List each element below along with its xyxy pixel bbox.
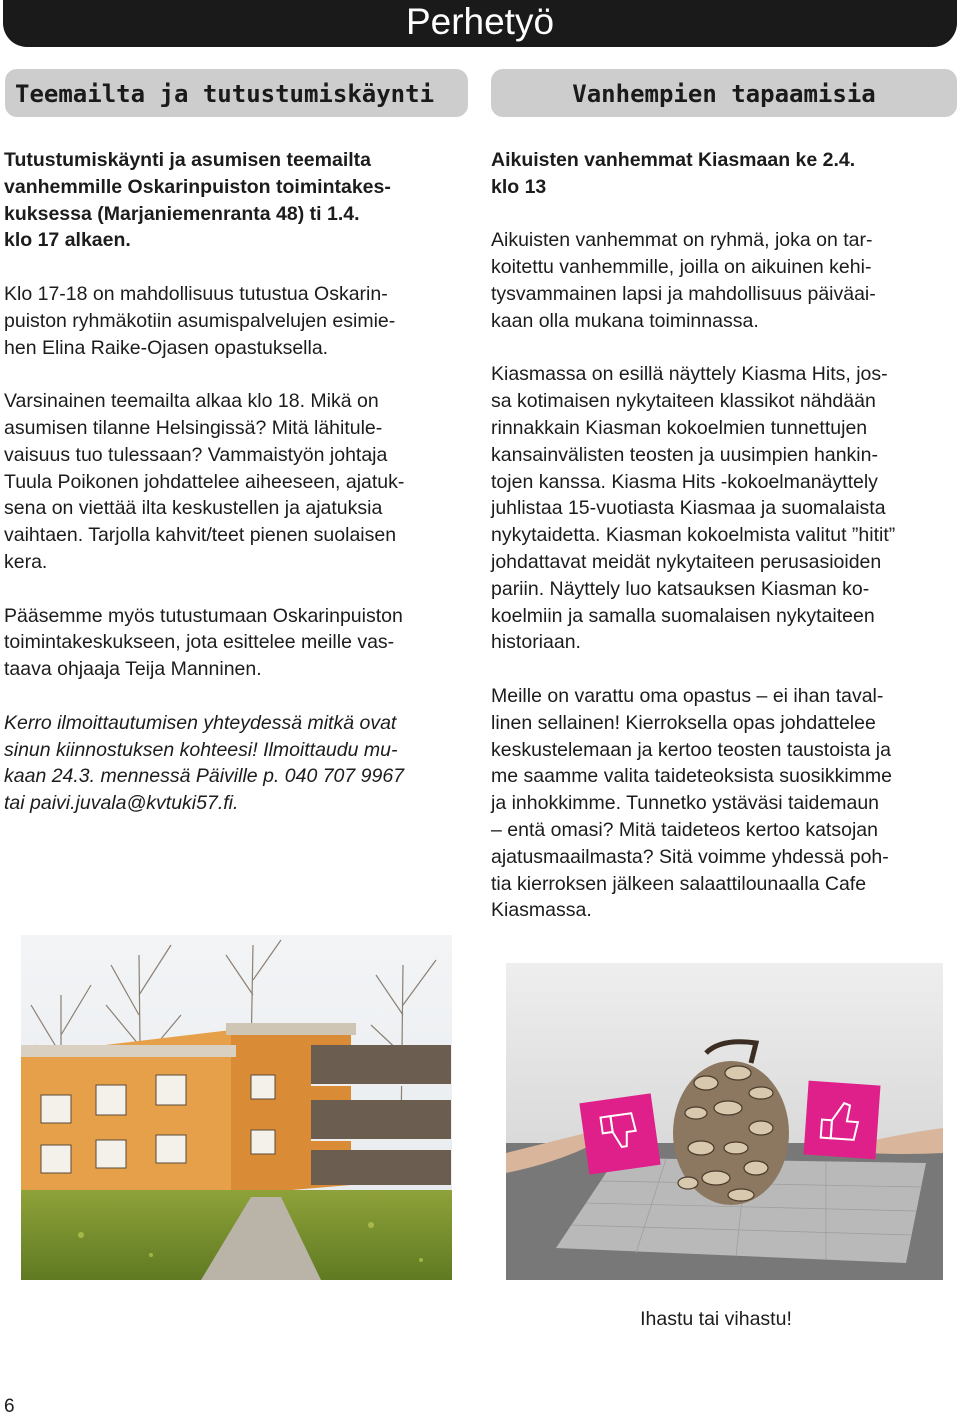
text-line: kaan 24.3. mennessä Päiville p. 040 707 9967: [4, 765, 405, 788]
text-line: Aikuisten vanhemmat on ryhmä, joka on tar-: [491, 229, 873, 252]
text-line: linen sellainen! Kierroksella opas johdattelee: [491, 711, 876, 734]
thumb-down-card: [579, 1093, 660, 1174]
right-lead: [491, 147, 957, 201]
text-line: vaisuus tuo tulessaan? Vammaistyön johtaja: [4, 443, 388, 466]
text-line: kera.: [4, 550, 48, 573]
left-paragraph-2: [4, 388, 466, 576]
left-lead: [4, 147, 466, 254]
text-line: pariin. Näyttely luo katsauksen Kiasman ko-: [491, 577, 870, 600]
left-paragraph-3: [4, 603, 466, 683]
left-column: [4, 147, 466, 844]
text-line: juhlistaa 15-vuotiasta Kiasmaa ja suomalaista: [491, 497, 886, 520]
text-line: nykytaidetta. Kiasman kokoelmista valitut ”hitit”: [491, 524, 896, 547]
text-line: Kiasmassa on esillä näyttely Kiasma Hits, jos-: [491, 363, 888, 386]
text-line: historiaan.: [491, 631, 581, 654]
text-line: Tutustumiskäynti ja asumisen teemailta: [4, 149, 372, 171]
text-line: toimintakeskukseen, jota esittelee meille vas-: [4, 631, 395, 654]
text-line: Tuula Poikonen johdattelee aiheeseen, ajatuk-: [4, 470, 405, 493]
text-line: tojen kanssa. Kiasma Hits -kokoelmanäyttely: [491, 470, 878, 493]
text-line: asumisen tilanne Helsingissä? Mitä lähitule-: [4, 416, 383, 439]
thumb-up-card: [804, 1081, 881, 1160]
right-paragraph-2: [491, 361, 957, 656]
text-line: koelmiin ja samalla suomalaisen nykytaiteen: [491, 604, 875, 627]
registration-note: [4, 710, 466, 817]
text-line: Klo 17-18 on mahdollisuus tutustua Oskarin-: [4, 282, 388, 305]
text-line: – entä omasi? Mitä taideteos kertoo katsojan: [491, 818, 878, 841]
text-line: sa kotimaisen nykytaiteen klassikot nähdään: [491, 390, 876, 413]
text-line: Kerro ilmoittautumisen yhteydessä mitkä ovat: [4, 711, 397, 734]
text-line: Varsinainen teemailta alkaa klo 18. Mikä on: [4, 390, 379, 413]
section-title: Perhetyö: [405, 1, 555, 42]
text-line: Pääsemme myös tutustumaan Oskarinpuiston: [4, 604, 403, 627]
text-line: kuksessa (Marjaniemenranta 48) ti 1.4.: [4, 202, 360, 225]
left-paragraph-1: [4, 281, 466, 361]
text-line: kansainvälisten teosten ja uusimpien hankin-: [491, 443, 878, 466]
right-column: [491, 147, 957, 951]
text-line: rinnakkain Kiasman kokoelmien tunnettujen: [491, 416, 868, 439]
text-line: Meille on varattu oma opastus – ei ihan taval-: [491, 684, 884, 707]
left-heading: Teemailta ja tutustumiskäynti: [5, 69, 468, 117]
text-line: tia kierroksen jälkeen salaattilounaalla Cafe: [491, 872, 867, 895]
building-photo: [21, 935, 452, 1280]
text-line: ajatusmaailmasta? Sitä voimme yhdessä poh-: [491, 845, 889, 868]
text-line: klo 17 alkaen.: [4, 229, 131, 252]
right-heading: Vanhempien tapaamisia: [491, 69, 957, 117]
text-line: vaihtaen. Tarjolla kahvit/teet pienen suolaisen: [4, 524, 397, 547]
text-line: Aikuisten vanhemmat Kiasmaan ke 2.4.: [491, 149, 856, 171]
art-photo: [506, 963, 943, 1280]
text-line: tysvammainen lapsi ja mahdollisuus päiväai-: [491, 282, 876, 305]
text-line: sinun kiinnostuksen kohteesi! Ilmoittaudu mu-: [4, 738, 398, 761]
text-line: sena on viettää ilta keskustellen ja ajatuksia: [4, 497, 383, 520]
text-line: ja inhokkimme. Tunnetko ystäväsi taidemaun: [491, 792, 880, 815]
right-paragraph-1: [491, 227, 957, 334]
text-line: koitettu vanhemmille, joilla on aikuinen kehi-: [491, 256, 872, 279]
text-line: vanhemmille Oskarinpuiston toimintakes-: [4, 175, 391, 198]
text-line: puiston ryhmäkotiin asumispalvelujen esimie-: [4, 309, 396, 332]
text-line: johdattavat meidät nykytaiteen perusasioiden: [491, 550, 882, 573]
text-line: tai paivi.juvala@kvtuki57.fi.: [4, 792, 239, 815]
text-line: hen Elina Raike-Ojasen opastuksella.: [4, 336, 329, 359]
text-line: klo 13: [491, 175, 547, 198]
photo-caption: Ihastu tai vihastu!: [640, 1308, 792, 1330]
text-line: taava ohjaaja Teija Manninen.: [4, 658, 262, 681]
page-number: 6: [4, 1396, 15, 1417]
right-paragraph-3: [491, 683, 957, 924]
text-line: me saamme valita taideteoksista suosikkimme: [491, 765, 892, 788]
text-line: kaan olla mukana toiminnassa.: [491, 309, 759, 332]
text-line: keskustelemaan ja kertoo teosten taustoista ja: [491, 738, 891, 761]
text-line: Kiasmassa.: [491, 899, 592, 922]
